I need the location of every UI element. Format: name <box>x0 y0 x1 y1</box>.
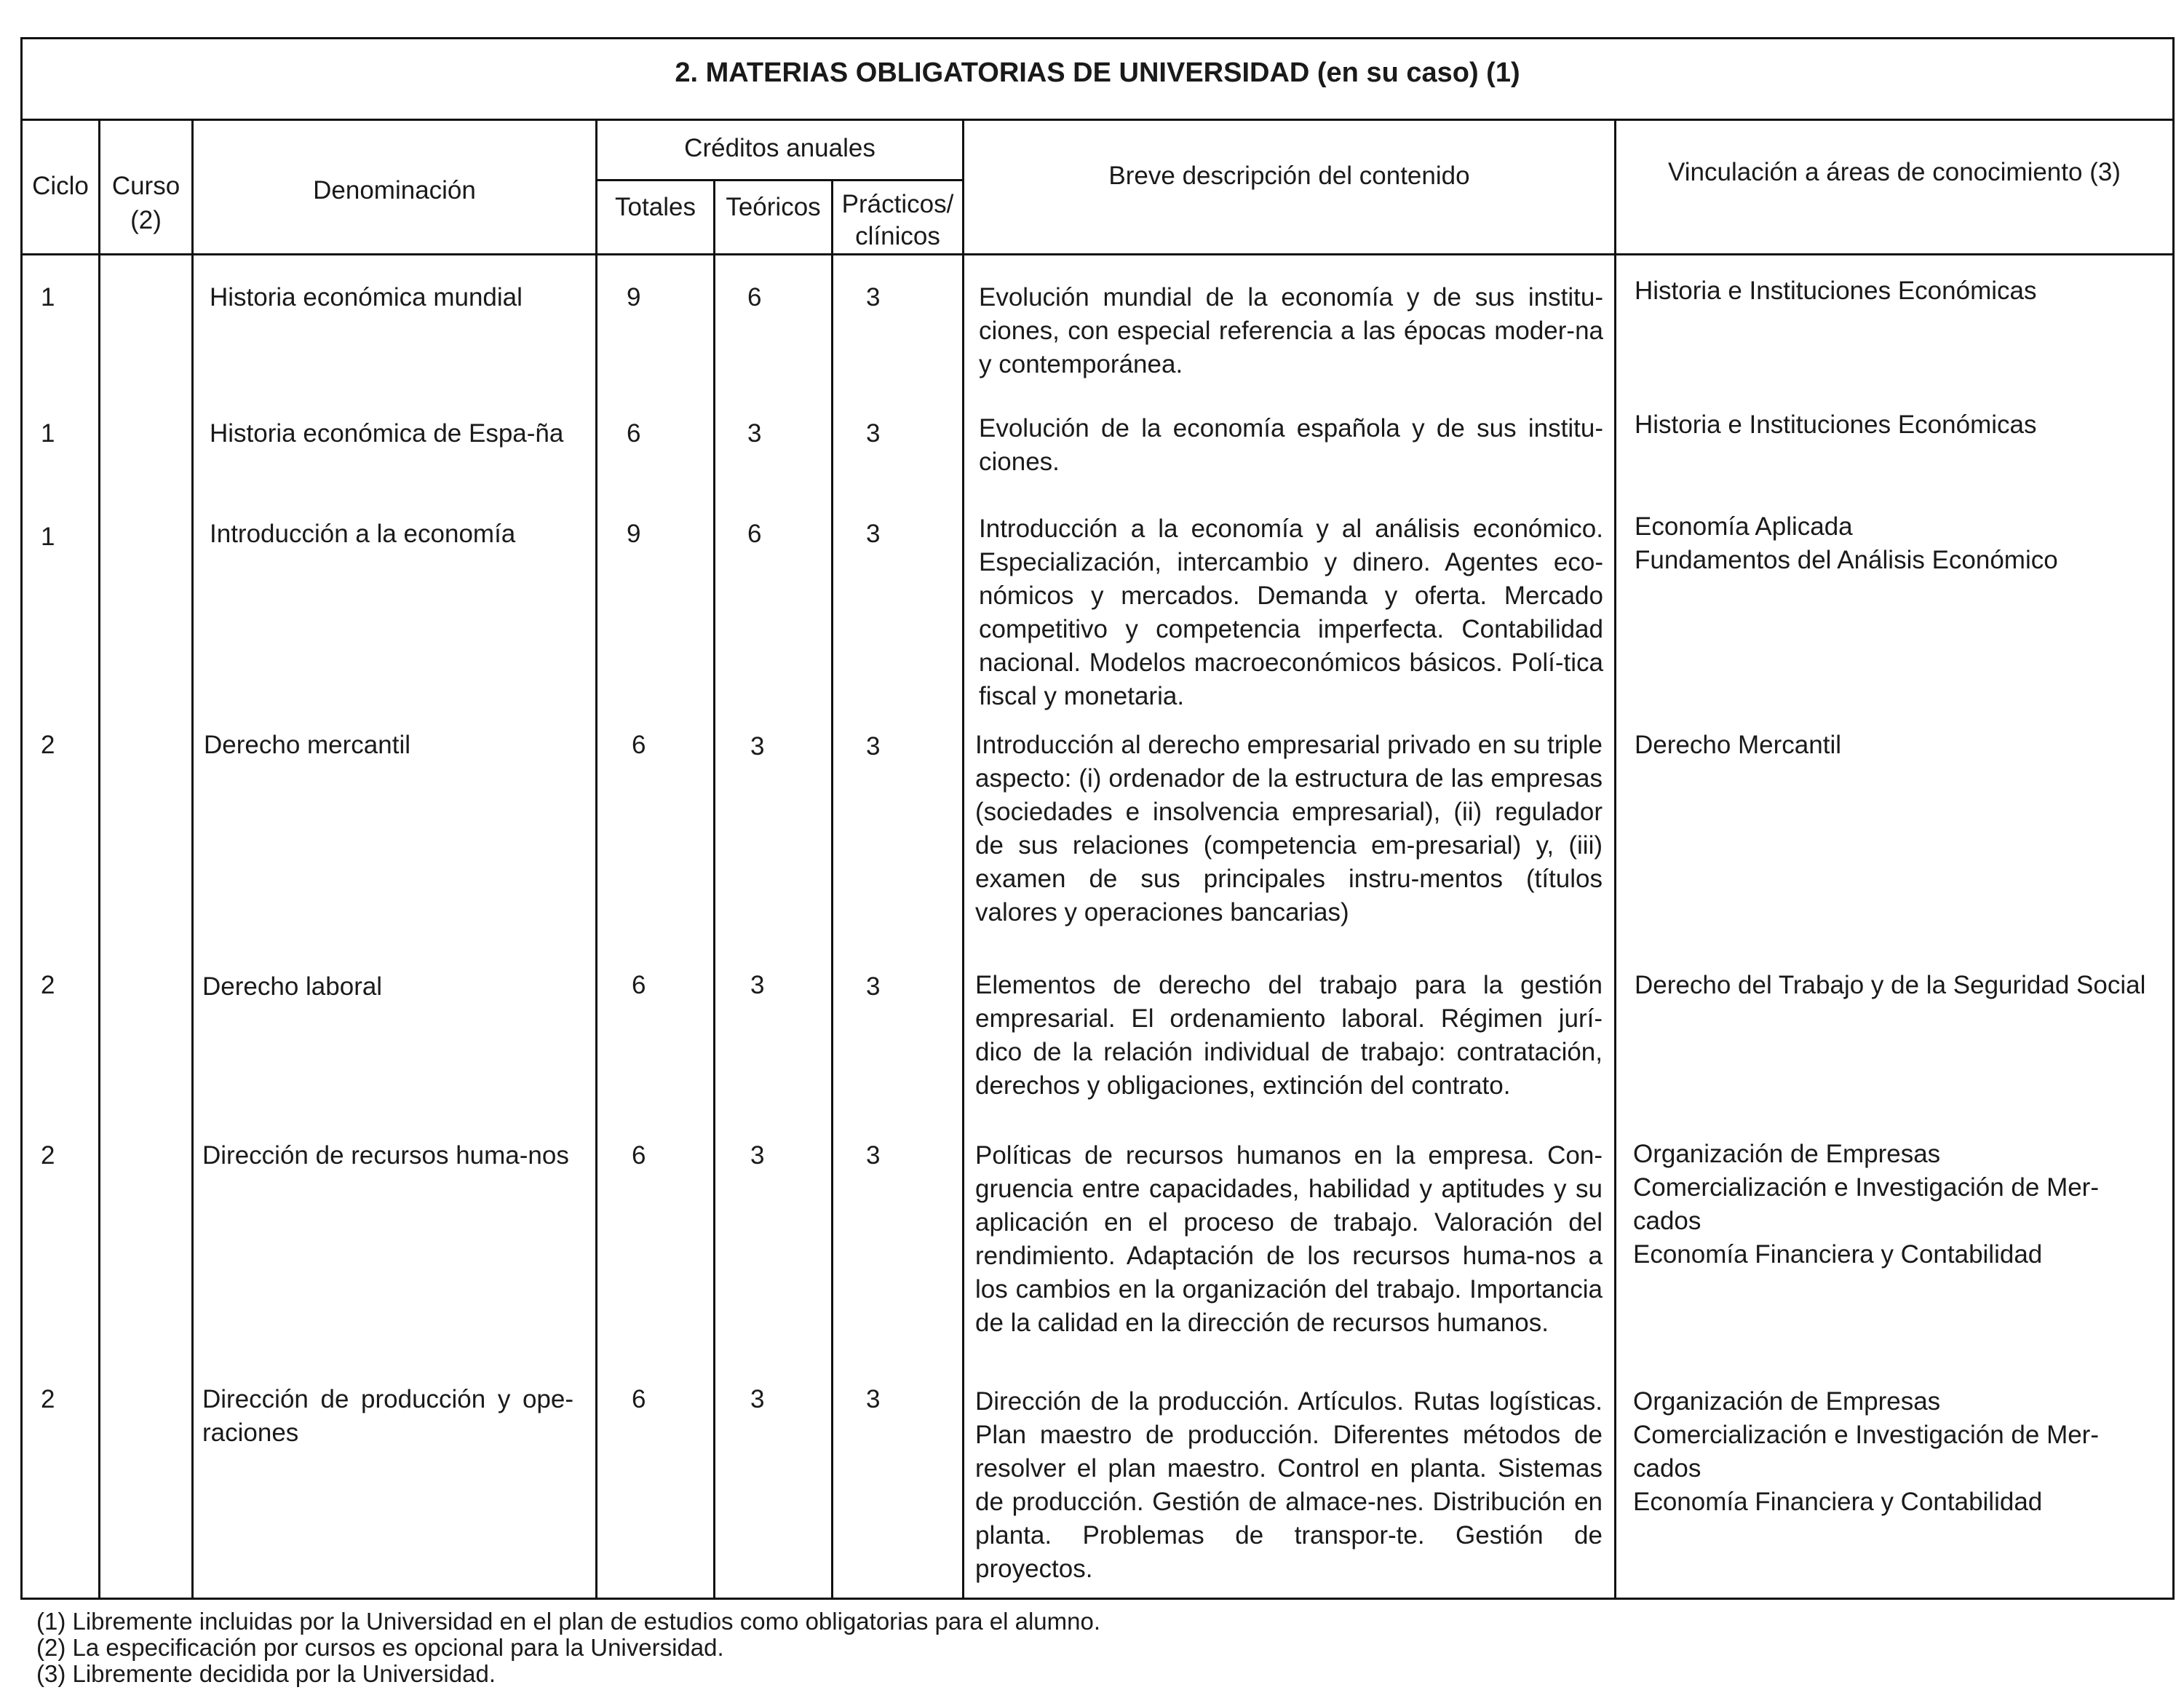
cell-totales: 6 <box>632 731 646 759</box>
footnote-2: (2) La especificación por cursos es opcional para la Universidad. <box>36 1634 724 1661</box>
header-curso-note: (2) <box>130 206 162 234</box>
cell-ciclo: 1 <box>41 283 55 312</box>
cell-ciclo: 2 <box>41 1385 55 1413</box>
cell-denominacion: Historia económica de Espa-ña <box>210 419 564 448</box>
col-divider-practicos <box>962 119 964 1599</box>
cell-totales: 9 <box>627 520 641 548</box>
cell-vinculacion: Historia e Instituciones Económicas <box>1635 410 2037 439</box>
col-divider-teoricos <box>831 179 833 1599</box>
col-divider-totales <box>713 179 715 1599</box>
cell-denominacion: Dirección de producción y ope-raciones <box>202 1385 573 1447</box>
cell-descripcion: Introducción al derecho empresarial privado en su triple aspecto: (i) ordenador de la estructura de las empresas (sociedades e insolvencia empresarial), (ii) regulador de sus relaciones (competencia em-presarial) y, (iii) examen de sus principales instru-mentos (títulos valores y operaciones bancarias) <box>975 731 1603 927</box>
cell-practicos: 3 <box>866 1141 881 1170</box>
cell-practicos: 3 <box>866 972 881 1001</box>
creditos-subheader-divider <box>595 179 964 181</box>
table-border-right <box>2172 37 2175 1600</box>
cell-totales: 6 <box>632 1385 646 1413</box>
cell-descripcion: Introducción a la economía y al análisis económico. Especialización, intercambio y dinero. Agentes eco-nómicos y mercados. Demanda y oferta. Mercado competitivo y competencia imperfecta. Contabilidad nacional. Modelos macroeconómicos básicos. Polí-tica fiscal y monetaria. <box>979 515 1603 710</box>
table-border-left <box>20 37 23 1600</box>
header-row-divider <box>20 253 2175 255</box>
header-denominacion: Denominación <box>313 176 476 205</box>
cell-teoricos: 3 <box>750 732 765 761</box>
cell-teoricos: 3 <box>750 1385 765 1413</box>
cell-ciclo: 1 <box>41 523 55 551</box>
cell-vinculacion: Organización de Empresas Comercialización e Investigación de Mer-cados Economía Financiera y Contabilidad <box>1633 1140 2099 1269</box>
cell-vinculacion: Historia e Instituciones Económicas <box>1635 277 2037 305</box>
cell-denominacion: Derecho laboral <box>202 972 383 1001</box>
cell-practicos: 3 <box>866 419 881 448</box>
page-title: 2. MATERIAS OBLIGATORIAS DE UNIVERSIDAD (en su caso) (1) <box>675 57 1520 88</box>
cell-totales: 6 <box>632 1141 646 1170</box>
cell-practicos: 3 <box>866 520 881 548</box>
cell-ciclo: 1 <box>41 419 55 448</box>
cell-teoricos: 6 <box>747 283 762 312</box>
cell-denominacion: Historia económica mundial <box>210 283 523 312</box>
footnote-3: (3) Libremente decidida por la Universidad. <box>36 1660 496 1687</box>
cell-practicos: 3 <box>866 732 881 761</box>
header-ciclo: Ciclo <box>32 172 89 200</box>
title-row-divider <box>20 119 2175 121</box>
cell-ciclo: 2 <box>41 731 55 759</box>
cell-vinculacion: Organización de Empresas Comercialización e Investigación de Mer-cados Economía Financiera y Contabilidad <box>1633 1387 2099 1516</box>
col-divider-curso <box>191 119 194 1599</box>
header-descripcion: Breve descripción del contenido <box>1108 162 1470 190</box>
cell-ciclo: 2 <box>41 971 55 999</box>
cell-teoricos: 6 <box>747 520 762 548</box>
cell-vinculacion: Derecho del Trabajo y de la Seguridad Social <box>1635 971 2146 999</box>
cell-vinculacion: Derecho Mercantil <box>1635 731 1841 759</box>
cell-practicos: 3 <box>866 1385 881 1413</box>
cell-teoricos: 3 <box>750 1141 765 1170</box>
cell-descripcion: Evolución de la economía española y de sus institu-ciones. <box>979 414 1603 476</box>
cell-descripcion: Elementos de derecho del trabajo para la gestión empresarial. El ordenamiento laboral. Régimen jurí-dico de la relación individual de trabajo: contratación, derechos y obligaciones, extinción del contrato. <box>975 971 1603 1100</box>
col-divider-ciclo <box>98 119 100 1599</box>
cell-ciclo: 2 <box>41 1141 55 1170</box>
header-creditos-anuales: Créditos anuales <box>684 134 875 162</box>
col-divider-denominacion <box>595 119 597 1599</box>
cell-vinculacion: Economía Aplicada Fundamentos del Análisis Económico <box>1635 512 2058 574</box>
cell-descripcion: Políticas de recursos humanos en la empresa. Con-gruencia entre capacidades, habilidad y aptitudes y su aplicación en el proceso de trabajo. Valoración del rendimiento. Adaptación de los recursos huma-nos a los cambios en la organización del trabajo. Importancia de la calidad en la dirección de recursos humanos. <box>975 1141 1603 1337</box>
cell-practicos: 3 <box>866 283 881 312</box>
cell-descripcion: Evolución mundial de la economía y de sus institu-ciones, con especial referencia a las épocas moder-na y contemporánea. <box>979 283 1603 378</box>
header-curso: Curso <box>111 172 180 200</box>
table-border-bottom <box>20 1598 2175 1600</box>
cell-teoricos: 3 <box>747 419 762 448</box>
header-practicos: Prácticos/ <box>841 190 954 218</box>
footnote-1: (1) Libremente incluidas por la Universidad en el plan de estudios como obligatorias para el alumno. <box>36 1608 1100 1635</box>
cell-totales: 6 <box>632 971 646 999</box>
cell-totales: 9 <box>627 283 641 312</box>
cell-descripcion: Dirección de la producción. Artículos. Rutas logísticas. Plan maestro de producción. Diferentes métodos de resolver el plan maestro. Control en planta. Sistemas de producción. Gestión de almace-nes. Distribución en planta. Problemas de transpor-te. Gestión de proyectos. <box>975 1387 1603 1583</box>
cell-totales: 6 <box>627 419 641 448</box>
header-clinicos: clínicos <box>855 222 940 250</box>
cell-teoricos: 3 <box>750 971 765 999</box>
cell-denominacion: Dirección de recursos huma-nos <box>202 1141 569 1170</box>
cell-denominacion: Introducción a la economía <box>210 520 516 548</box>
col-divider-descripcion <box>1614 119 1616 1599</box>
header-totales: Totales <box>615 193 696 221</box>
header-vinculacion: Vinculación a áreas de conocimiento (3) <box>1668 158 2121 186</box>
table-border-top <box>20 37 2175 39</box>
header-teoricos: Teóricos <box>726 193 821 221</box>
cell-denominacion: Derecho mercantil <box>204 731 410 759</box>
